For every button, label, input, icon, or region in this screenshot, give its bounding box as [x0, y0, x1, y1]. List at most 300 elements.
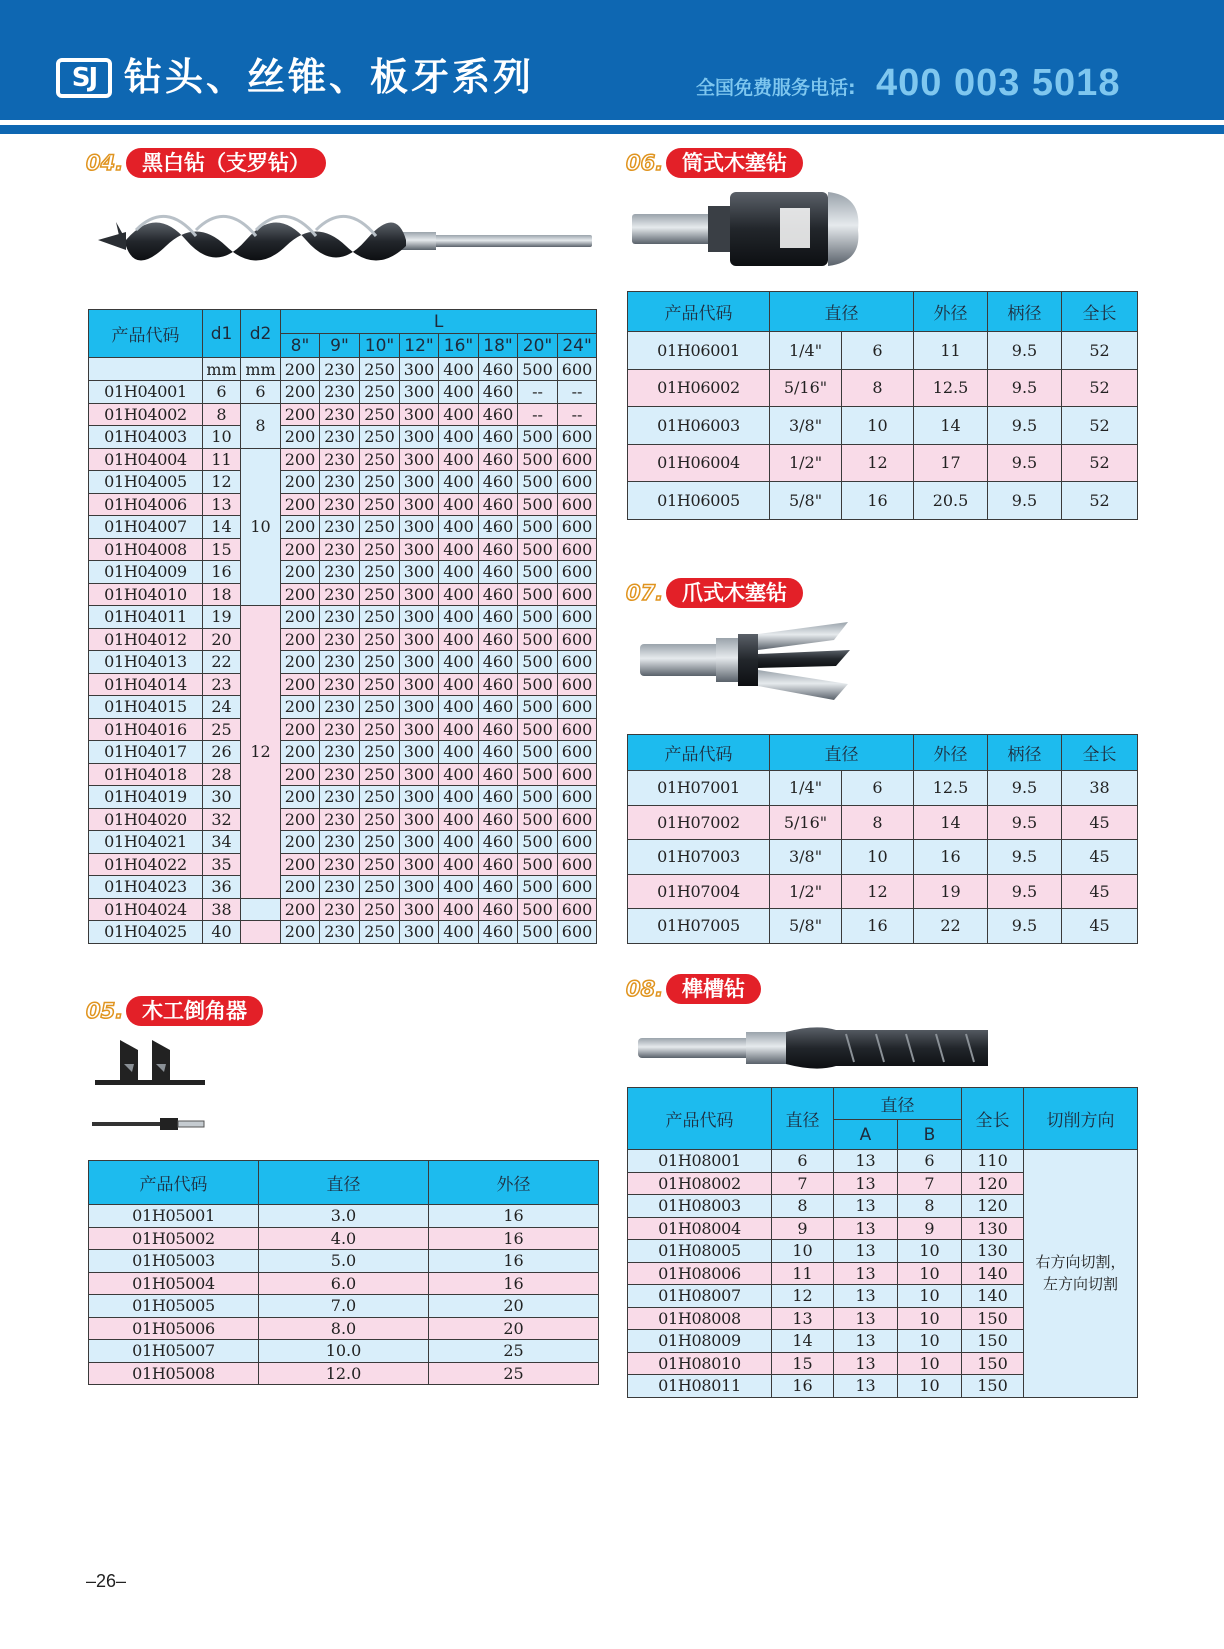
col-header-diameter: 直径 [770, 292, 914, 332]
col-header-code: 产品代码 [89, 310, 203, 358]
length-cell: 300 [400, 696, 439, 719]
table-row [89, 1227, 599, 1250]
length-cell: 300 [400, 673, 439, 696]
product-code-cell: 01H05003 [89, 1250, 259, 1273]
length-cell: 230 [320, 628, 360, 651]
d1-cell: 35 [203, 853, 241, 876]
length-cell: 250 [360, 898, 400, 921]
length-cell: 230 [320, 426, 360, 449]
diameter-a-cell: 13 [834, 1240, 898, 1263]
length-cell: 250 [360, 606, 400, 629]
length-cell: 250 [360, 493, 400, 516]
col-header-a: A [834, 1120, 898, 1150]
length-cell: 400 [439, 628, 479, 651]
length-cell: 500 [518, 921, 558, 944]
d1-cell: 22 [203, 651, 241, 674]
table-row [628, 332, 1138, 370]
brand-logo: SJ [56, 58, 112, 98]
outer-diameter-cell: 25 [429, 1340, 599, 1363]
table-row [89, 786, 597, 809]
table-row [628, 444, 1138, 482]
unit-cell: 250 [360, 358, 400, 381]
total-length-cell: 120 [962, 1195, 1024, 1218]
unit-row [89, 358, 597, 381]
length-cell: 250 [360, 831, 400, 854]
length-cell: 400 [439, 741, 479, 764]
length-cell: 400 [439, 786, 479, 809]
product-code-cell: 01H04013 [89, 651, 203, 674]
diameter-inch-cell: 3/8" [770, 840, 842, 875]
col-header-diameter: 直径 [772, 1088, 834, 1150]
length-cell: 300 [400, 898, 439, 921]
col-header-diameter-ab: 直径 [834, 1088, 962, 1120]
d1-cell: 28 [203, 763, 241, 786]
length-cell: 600 [558, 561, 597, 584]
total-length-cell: 140 [962, 1262, 1024, 1285]
diameter-a-cell: 13 [834, 1195, 898, 1218]
plug-cutter-illustration [630, 186, 862, 272]
length-cell: 600 [558, 696, 597, 719]
product-code-cell: 01H04005 [89, 471, 203, 494]
col-header-outer-diameter: 外径 [914, 292, 988, 332]
length-cell: 400 [439, 493, 479, 516]
diameter-inch-cell: 1/4" [770, 332, 842, 370]
length-cell: 200 [281, 853, 320, 876]
table-05-body [89, 1205, 599, 1385]
length-cell: 400 [439, 448, 479, 471]
length-cell: 460 [479, 583, 518, 606]
length-cell: 230 [320, 808, 360, 831]
length-cell: 500 [518, 471, 558, 494]
length-cell: 460 [479, 471, 518, 494]
product-code-cell: 01H08003 [628, 1195, 772, 1218]
length-cell: 250 [360, 921, 400, 944]
length-cell: 460 [479, 921, 518, 944]
length-cell: 230 [320, 741, 360, 764]
length-cell: 500 [518, 448, 558, 471]
product-code-cell: 01H08007 [628, 1285, 772, 1308]
col-header-inch: 20" [518, 334, 558, 358]
length-cell: 460 [479, 673, 518, 696]
table-row [89, 921, 597, 944]
length-cell: 250 [360, 876, 400, 899]
length-cell: 500 [518, 426, 558, 449]
length-cell: 460 [479, 381, 518, 404]
length-cell: 300 [400, 763, 439, 786]
length-cell: 460 [479, 718, 518, 741]
product-code-cell: 01H04024 [89, 898, 203, 921]
outer-diameter-cell: 16 [429, 1250, 599, 1273]
diameter-inch-cell: 1/4" [770, 771, 842, 806]
length-cell: 200 [281, 381, 320, 404]
table-row [89, 1295, 599, 1318]
length-cell: 230 [320, 786, 360, 809]
product-code-cell: 01H05006 [89, 1317, 259, 1340]
length-cell: 500 [518, 853, 558, 876]
unit-cell: 200 [281, 358, 320, 381]
length-cell: 600 [558, 831, 597, 854]
length-cell: 250 [360, 516, 400, 539]
table-06-plug-cutters [627, 291, 1138, 520]
table-row [628, 909, 1138, 944]
diameter-cell: 12 [772, 1285, 834, 1308]
d2-cell [241, 921, 281, 944]
outer-diameter-cell: 11 [914, 332, 988, 370]
diameter-cell: 4.0 [259, 1227, 429, 1250]
col-header-d2: d2 [241, 310, 281, 358]
shank-diameter-cell: 9.5 [988, 874, 1062, 909]
shank-diameter-cell: 9.5 [988, 840, 1062, 875]
product-code-cell: 01H04025 [89, 921, 203, 944]
product-code-cell: 01H05008 [89, 1362, 259, 1385]
length-cell: 300 [400, 561, 439, 584]
product-code-cell: 01H04008 [89, 538, 203, 561]
length-cell: 460 [479, 448, 518, 471]
length-cell: 300 [400, 853, 439, 876]
product-code-cell: 01H07002 [628, 805, 770, 840]
length-cell: 230 [320, 921, 360, 944]
outer-diameter-cell: 20 [429, 1317, 599, 1340]
length-cell: 460 [479, 898, 518, 921]
length-cell: 250 [360, 538, 400, 561]
table-row [89, 471, 597, 494]
hotline-label: 全国免费服务电话: [696, 77, 856, 99]
table-row [89, 651, 597, 674]
d2-cell: 6 [241, 381, 281, 404]
product-code-cell: 01H06005 [628, 482, 770, 520]
length-cell: 200 [281, 876, 320, 899]
length-cell: 600 [558, 673, 597, 696]
total-length-cell: 45 [1062, 874, 1138, 909]
d1-cell: 11 [203, 448, 241, 471]
table-07-body [628, 771, 1138, 944]
length-cell: 250 [360, 696, 400, 719]
length-cell: 230 [320, 561, 360, 584]
length-cell: 200 [281, 426, 320, 449]
length-cell: 230 [320, 448, 360, 471]
total-length-cell: 52 [1062, 407, 1138, 445]
diameter-inch-cell: 1/2" [770, 874, 842, 909]
length-cell: 200 [281, 403, 320, 426]
length-cell: -- [518, 381, 558, 404]
length-cell: 250 [360, 426, 400, 449]
length-cell: 200 [281, 741, 320, 764]
length-cell: 230 [320, 471, 360, 494]
length-cell: 600 [558, 876, 597, 899]
length-cell: -- [558, 381, 597, 404]
length-cell: 500 [518, 763, 558, 786]
product-code-cell: 01H08001 [628, 1150, 772, 1173]
diameter-cell: 6.0 [259, 1272, 429, 1295]
section-number: 05. [86, 999, 124, 1023]
length-cell: 300 [400, 403, 439, 426]
diameter-mm-cell: 6 [842, 771, 914, 806]
outer-diameter-cell: 12.5 [914, 771, 988, 806]
diameter-cell: 8.0 [259, 1317, 429, 1340]
col-header-inch: 24" [558, 334, 597, 358]
diameter-b-cell: 10 [898, 1330, 962, 1353]
length-cell: 200 [281, 583, 320, 606]
d1-cell: 13 [203, 493, 241, 516]
unit-cell: 300 [400, 358, 439, 381]
table-row [628, 1150, 1138, 1173]
col-header-b: B [898, 1120, 962, 1150]
hotline-number: 400 003 5018 [876, 62, 1121, 104]
diameter-a-cell: 13 [834, 1172, 898, 1195]
table-row [89, 1250, 599, 1273]
diameter-cell: 5.0 [259, 1250, 429, 1273]
length-cell: 500 [518, 583, 558, 606]
diameter-cell: 10.0 [259, 1340, 429, 1363]
d2-cell: 10 [241, 448, 281, 606]
length-cell: 460 [479, 561, 518, 584]
length-cell: 200 [281, 493, 320, 516]
table-row [89, 741, 597, 764]
length-cell: 600 [558, 471, 597, 494]
product-code-cell: 01H04015 [89, 696, 203, 719]
length-cell: 400 [439, 876, 479, 899]
length-cell: 300 [400, 381, 439, 404]
length-cell: 300 [400, 628, 439, 651]
table-row [89, 898, 597, 921]
total-length-cell: 150 [962, 1352, 1024, 1375]
d1-cell: 10 [203, 426, 241, 449]
outer-diameter-cell: 19 [914, 874, 988, 909]
length-cell: 230 [320, 831, 360, 854]
length-cell: 460 [479, 696, 518, 719]
length-cell: 200 [281, 921, 320, 944]
shank-diameter-cell: 9.5 [988, 909, 1062, 944]
length-cell: 250 [360, 763, 400, 786]
unit-cell: 600 [558, 358, 597, 381]
diameter-b-cell: 10 [898, 1240, 962, 1263]
unit-cell: mm [241, 358, 281, 381]
diameter-cell: 14 [772, 1330, 834, 1353]
product-code-cell: 01H04007 [89, 516, 203, 539]
d1-cell: 19 [203, 606, 241, 629]
diameter-mm-cell: 6 [842, 332, 914, 370]
diameter-mm-cell: 8 [842, 805, 914, 840]
diameter-cell: 7.0 [259, 1295, 429, 1318]
length-cell: 600 [558, 516, 597, 539]
length-cell: 250 [360, 673, 400, 696]
length-cell: 500 [518, 493, 558, 516]
length-cell: 300 [400, 786, 439, 809]
diameter-b-cell: 10 [898, 1285, 962, 1308]
total-length-cell: 140 [962, 1285, 1024, 1308]
table-row [89, 673, 597, 696]
length-cell: 600 [558, 493, 597, 516]
d1-cell: 36 [203, 876, 241, 899]
product-code-cell: 01H08008 [628, 1307, 772, 1330]
length-cell: -- [558, 403, 597, 426]
product-code-cell: 01H08002 [628, 1172, 772, 1195]
table-row [89, 493, 597, 516]
shank-diameter-cell: 9.5 [988, 407, 1062, 445]
page-number: –26– [86, 1571, 127, 1591]
table-row [89, 426, 597, 449]
length-cell: 500 [518, 606, 558, 629]
table-row [89, 448, 597, 471]
table-row [628, 771, 1138, 806]
length-cell: 400 [439, 561, 479, 584]
length-cell: 500 [518, 516, 558, 539]
outer-diameter-cell: 25 [429, 1362, 599, 1385]
length-cell: 300 [400, 718, 439, 741]
col-header-outer-diameter: 外径 [429, 1161, 599, 1205]
table-row [89, 381, 597, 404]
length-cell: 230 [320, 651, 360, 674]
product-code-cell: 01H05005 [89, 1295, 259, 1318]
diameter-a-cell: 13 [834, 1150, 898, 1173]
header-divider-bar [0, 125, 1224, 134]
table-row [628, 805, 1138, 840]
length-cell: 400 [439, 808, 479, 831]
length-cell: 600 [558, 606, 597, 629]
outer-diameter-cell: 20.5 [914, 482, 988, 520]
length-cell: 500 [518, 831, 558, 854]
section-title: 爪式木塞钻 [666, 578, 803, 608]
length-cell: 200 [281, 831, 320, 854]
total-length-cell: 130 [962, 1217, 1024, 1240]
product-code-cell: 01H08010 [628, 1352, 772, 1375]
length-cell: 200 [281, 448, 320, 471]
outer-diameter-cell: 22 [914, 909, 988, 944]
diameter-a-cell: 13 [834, 1330, 898, 1353]
length-cell: 400 [439, 831, 479, 854]
d1-cell: 15 [203, 538, 241, 561]
total-length-cell: 52 [1062, 444, 1138, 482]
length-cell: 600 [558, 741, 597, 764]
col-header-total-length: 全长 [962, 1088, 1024, 1150]
d1-cell: 18 [203, 583, 241, 606]
diameter-a-cell: 13 [834, 1375, 898, 1398]
length-cell: 200 [281, 786, 320, 809]
length-cell: 200 [281, 696, 320, 719]
product-code-cell: 01H04016 [89, 718, 203, 741]
diameter-cell: 11 [772, 1262, 834, 1285]
length-cell: 460 [479, 538, 518, 561]
table-08-body [628, 1150, 1138, 1398]
length-cell: 230 [320, 381, 360, 404]
diameter-cell: 10 [772, 1240, 834, 1263]
product-code-cell: 01H04017 [89, 741, 203, 764]
product-code-cell: 01H04004 [89, 448, 203, 471]
length-cell: 400 [439, 516, 479, 539]
length-cell: 300 [400, 516, 439, 539]
table-row [89, 606, 597, 629]
length-cell: 500 [518, 651, 558, 674]
length-cell: 600 [558, 808, 597, 831]
col-header-d1: d1 [203, 310, 241, 358]
diameter-a-cell: 13 [834, 1285, 898, 1308]
product-code-cell: 01H06002 [628, 369, 770, 407]
col-header-inch: 8" [281, 334, 320, 358]
col-header-code: 产品代码 [628, 735, 770, 771]
length-cell: 200 [281, 718, 320, 741]
section-number: 08. [626, 977, 664, 1001]
page-title: 钻头、丝锥、板牙系列 [124, 55, 535, 99]
length-cell: 460 [479, 426, 518, 449]
col-header-inch: 16" [439, 334, 479, 358]
diameter-b-cell: 7 [898, 1172, 962, 1195]
shank-diameter-cell: 9.5 [988, 805, 1062, 840]
col-header-shank-diameter: 柄径 [988, 735, 1062, 771]
table-row [628, 874, 1138, 909]
product-code-cell: 01H04010 [89, 583, 203, 606]
length-cell: -- [518, 403, 558, 426]
length-cell: 600 [558, 583, 597, 606]
total-length-cell: 150 [962, 1375, 1024, 1398]
col-header-cutting-direction: 切削方向 [1024, 1088, 1138, 1150]
product-code-cell: 01H04023 [89, 876, 203, 899]
product-code-cell: 01H04021 [89, 831, 203, 854]
length-cell: 230 [320, 763, 360, 786]
col-header-shank-diameter: 柄径 [988, 292, 1062, 332]
length-cell: 400 [439, 471, 479, 494]
product-code-cell: 01H07005 [628, 909, 770, 944]
col-header-diameter: 直径 [770, 735, 914, 771]
length-cell: 200 [281, 898, 320, 921]
length-cell: 500 [518, 718, 558, 741]
length-cell: 600 [558, 786, 597, 809]
table-row [89, 583, 597, 606]
outer-diameter-cell: 16 [429, 1205, 599, 1228]
length-cell: 460 [479, 876, 518, 899]
diameter-mm-cell: 16 [842, 482, 914, 520]
length-cell: 400 [439, 898, 479, 921]
length-cell: 250 [360, 583, 400, 606]
table-07-claw-plug-cutters [627, 734, 1138, 944]
diameter-cell: 8 [772, 1195, 834, 1218]
length-cell: 230 [320, 696, 360, 719]
length-cell: 230 [320, 403, 360, 426]
length-cell: 460 [479, 516, 518, 539]
product-code-cell: 01H08006 [628, 1262, 772, 1285]
length-cell: 200 [281, 471, 320, 494]
total-length-cell: 150 [962, 1330, 1024, 1353]
length-cell: 250 [360, 403, 400, 426]
table-row [89, 538, 597, 561]
diameter-mm-cell: 8 [842, 369, 914, 407]
table-row [89, 561, 597, 584]
diameter-cell: 12.0 [259, 1362, 429, 1385]
length-cell: 200 [281, 808, 320, 831]
product-code-cell: 01H08009 [628, 1330, 772, 1353]
diameter-a-cell: 13 [834, 1262, 898, 1285]
col-header-length: L [281, 310, 597, 334]
diameter-b-cell: 10 [898, 1352, 962, 1375]
length-cell: 250 [360, 381, 400, 404]
d1-cell: 30 [203, 786, 241, 809]
length-cell: 400 [439, 538, 479, 561]
length-cell: 460 [479, 741, 518, 764]
length-cell: 230 [320, 538, 360, 561]
length-cell: 300 [400, 876, 439, 899]
diameter-inch-cell: 1/2" [770, 444, 842, 482]
table-row [89, 1362, 599, 1385]
product-code-cell: 01H07001 [628, 771, 770, 806]
product-code-cell: 01H05004 [89, 1272, 259, 1295]
section-title: 木工倒角器 [126, 996, 263, 1026]
length-cell: 600 [558, 853, 597, 876]
length-cell: 200 [281, 628, 320, 651]
product-code-cell: 01H08011 [628, 1375, 772, 1398]
d1-cell: 40 [203, 921, 241, 944]
col-header-inch: 12" [400, 334, 439, 358]
length-cell: 400 [439, 606, 479, 629]
diameter-cell: 15 [772, 1352, 834, 1375]
